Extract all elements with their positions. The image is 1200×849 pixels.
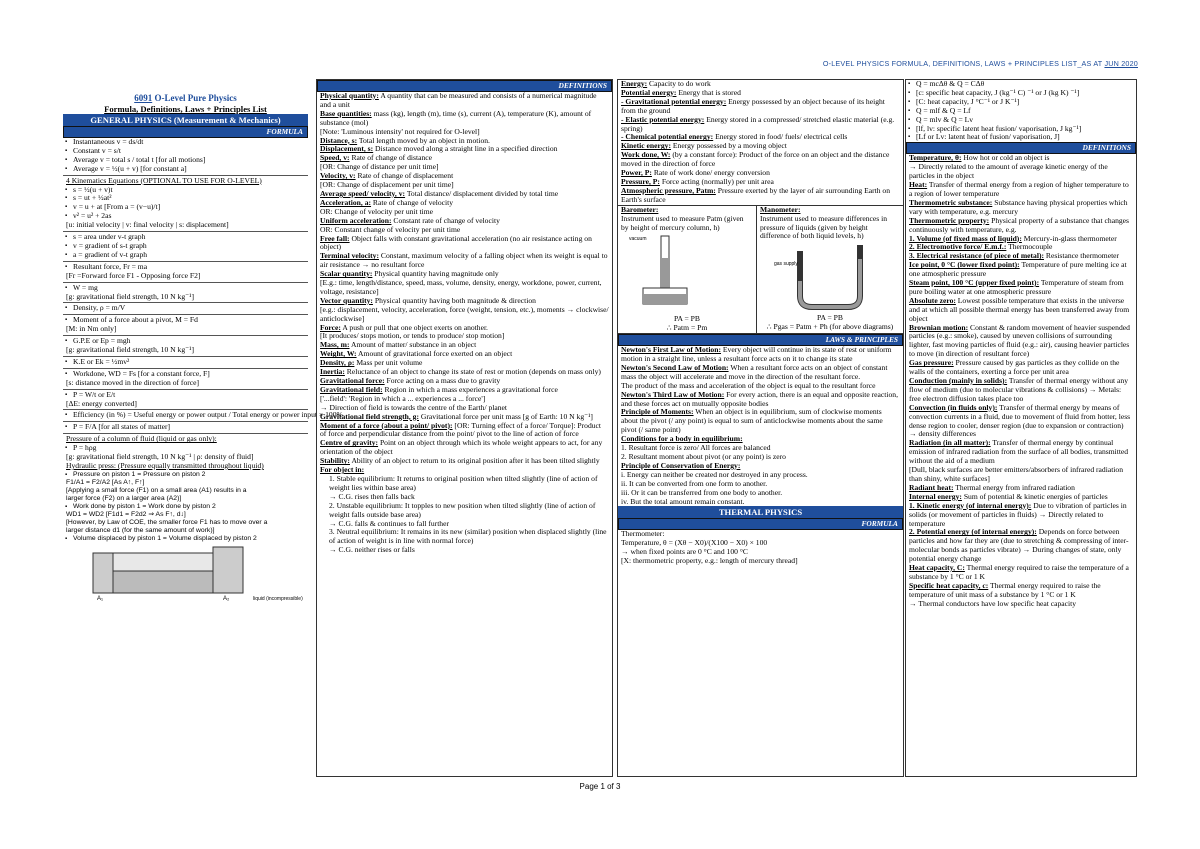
formula-line: ▪ [lf, lv: specific latent heat fusion/ vaporisation, J kg⁻¹] bbox=[906, 125, 1136, 134]
definition-item: Gas pressure: Pressure caused by gas particles as they collide on the walls of the containers, exerting a force per unit area bbox=[909, 358, 1120, 377]
formula-line: ▪ Q = mlv & Q = Lv bbox=[906, 116, 1136, 125]
definition-item: Velocity, v: Rate of change of displacement bbox=[320, 171, 454, 181]
vacuum-label: vacuum bbox=[629, 236, 647, 243]
barometer-heading: Barometer: bbox=[621, 204, 659, 214]
formula-line: [s: distance moved in the direction of force] bbox=[66, 377, 200, 387]
definition-item: Atmospheric pressure, Patm: Pressure exerted by the layer of air surrounding Earth on Earth's surface bbox=[621, 185, 891, 204]
law-item: Newton's First Law of Motion: Every object will continue in its state of rest or uniform motion in a straight line, unless a resultant force acts on it to change its state bbox=[621, 345, 892, 364]
definition-item: Thermometric property: Physical property of a substance that changes continuously with temperature, e.g. bbox=[909, 215, 1130, 234]
formula-line: [X: thermometric property, e.g.: length of mercury thread] bbox=[621, 556, 798, 566]
definition-item: Acceleration, a: Rate of change of velocity bbox=[320, 197, 454, 207]
definition-item: Convection (in fluids only): Transfer of thermal energy by means of convection currents in a fluid, due to movement of fluid from hotter, less dense region to cooler, denser region (due to expansion or contraction) → density differences bbox=[909, 402, 1131, 439]
law-item: iii. Or it can be transferred from one body to another. bbox=[621, 487, 783, 497]
formula-line: Temperature, θ = (Xθ − X0)/(X100 − X0) × 100 bbox=[621, 538, 768, 548]
section-thermal-physics: THERMAL PHYSICS bbox=[618, 506, 903, 518]
manometer-text: Instrument used to measure differences in pressure of liquids (given by height difference of both liquid levels, h) bbox=[760, 213, 888, 241]
equilibrium-item: 3. Neutral equilibrium: It remains in its new (similar) position when displaced slightly (line of action of weight is in line with normal force) bbox=[329, 527, 607, 546]
formula-line: [However, by Law of COE, the smaller force F1 has to move over a bbox=[66, 518, 268, 526]
barometer-box bbox=[618, 206, 757, 333]
definition-item: Density, ρ: Mass per unit volume bbox=[320, 358, 423, 368]
definition-item: Moment of a force (about a point/ pivot): [OR: Turning effect of a force/ Torque]: Product of force and perpendicular distance from the point/ pivot to the line of action of force bbox=[320, 420, 602, 439]
thermal-definitions-list bbox=[906, 154, 1136, 608]
manometer-eq1: PA = PB bbox=[817, 313, 843, 323]
formula-line: WD1 = WD2 [F1d1 = F2d2 ⇒ As F↑, d↓] bbox=[66, 510, 186, 518]
course-code: 6091 bbox=[134, 93, 153, 103]
laws-tag: LAWS & PRINCIPLES bbox=[618, 334, 903, 346]
definition-item: Mass, m: Amount of matter/ substance in an object bbox=[320, 340, 477, 350]
definition-item: [Note: 'Luminous intensity' not required for O-level] bbox=[320, 126, 480, 136]
formula-line: ▪ Pressure on piston 1 = Pressure on piston 2 bbox=[63, 471, 308, 479]
definition-item: [OR: Change of distance per unit time] bbox=[320, 162, 439, 172]
formula-line: ▪ Workdone, WD = Fs [for a constant force, F] bbox=[63, 370, 308, 379]
formula-line: [u: initial velocity | v: final velocity | s: displacement] bbox=[66, 220, 229, 230]
law-item: Principle of Conservation of Energy: bbox=[621, 460, 741, 470]
definition-item: Vector quantity: Physical quantity having both magnitude & direction bbox=[320, 295, 536, 305]
formula-line: ▪ Average v = total s / total t [for all motions] bbox=[63, 156, 308, 165]
formula-line: ▪ Volume displaced by piston 1 = Volume displaced by piston 2 bbox=[63, 535, 308, 543]
definition-item: Terminal velocity: Constant, maximum velocity of a falling object when its weight is equal to air resistance → no resultant force bbox=[320, 251, 608, 270]
manometer-heading: Manometer: bbox=[760, 204, 801, 214]
formula-line: → when fixed points are 0 °C and 100 °C bbox=[621, 547, 748, 557]
definition-item: → Direction of field is towards the centre of the Earth/ planet bbox=[320, 402, 508, 412]
page-title bbox=[63, 93, 308, 104]
definition-item: Power, P: Rate of work done/ energy conversion bbox=[621, 168, 770, 178]
definition-item: OR: Change of velocity per unit time bbox=[320, 206, 434, 216]
formula-line: F1/A1 = F2/A2 [As A↑, F↑] bbox=[66, 478, 145, 486]
equilibrium-item: → C.G. falls & continues to fall further bbox=[329, 518, 449, 528]
formula-line: ▪ Constant v = s/t bbox=[63, 147, 308, 156]
definition-item: Gravitational field strength, g: Gravitational force per unit mass [g of Earth: 10 N kg⁻¹] bbox=[320, 411, 593, 421]
barometer-diagram bbox=[621, 232, 741, 312]
section-general-physics: GENERAL PHYSICS (Measurement & Mechanics) bbox=[63, 114, 308, 126]
header-text: O-LEVEL PHYSICS FORMULA, DEFINITIONS, LAWS + PRINCIPLES LIST_AS AT bbox=[822, 59, 1105, 68]
definition-item: Conduction (mainly in solids): Transfer of thermal energy without any flow of medium (due to molecular vibrations & collisions) → Metals: free electron diffusion takes place too bbox=[909, 376, 1129, 403]
definition-item: Base quantities: mass (kg), length (m), time (s), current (A), temperature (K), amount of substance (mol) bbox=[320, 108, 592, 127]
definition-item: Inertia: Reluctance of an object to change its state of rest or motion (depends on mass only) bbox=[320, 367, 601, 377]
definition-item: Speed, v: Rate of change of distance bbox=[320, 153, 432, 163]
formula-line: ▪ P = hρg bbox=[63, 444, 308, 453]
definition-item: Temperature, θ: How hot or cold an object is bbox=[909, 153, 1050, 163]
manometer-diagram bbox=[760, 241, 900, 311]
formula-line: ▪ v = u + at [From a = (v−u)/t] bbox=[63, 203, 308, 212]
formula-line: ▪ P = F/A [for all states of matter] bbox=[63, 423, 308, 432]
law-item: The product of the mass and acceleration of the object is equal to the resultant force bbox=[621, 380, 876, 390]
formula-line: ▪ Resultant force, Fr = ma bbox=[63, 263, 308, 272]
definition-item: Uniform acceleration: Constant rate of change of velocity bbox=[320, 215, 500, 225]
definition-item: Distance, s: Total length moved by an object in motion. bbox=[320, 135, 490, 145]
law-item: i. Energy can neither be created nor destroyed in any process. bbox=[621, 469, 808, 479]
formula-line: ▪ s = ½(u + v)t bbox=[63, 186, 308, 195]
definition-item: 3. Electrical resistance (of piece of metal): Resistance thermometer bbox=[909, 251, 1120, 261]
gas-supply-label: gas supply bbox=[774, 261, 798, 268]
law-item: Conditions for a body in equilibrium: bbox=[621, 434, 743, 444]
definition-item: Force: A push or pull that one object exerts on another. bbox=[320, 322, 488, 332]
formula-line: ▪ Q = mcΔθ & Q = CΔθ bbox=[906, 80, 1136, 89]
definition-item: Displacement, s: Distance moved along a straight line in a specified direction bbox=[320, 144, 558, 154]
equilibrium-list bbox=[317, 475, 612, 555]
formula-line: larger force (F2) on a larger area (A2)] bbox=[66, 494, 182, 502]
barometer-text: Instrument used to measure Patm (given by height of mercury column, h) bbox=[621, 213, 744, 232]
equilibrium-item: → C.G. neither rises or falls bbox=[329, 545, 415, 555]
definition-item: [It produces/ stops motion, or tends to produce/ stop motion] bbox=[320, 331, 505, 341]
definition-item: Scalar quantity: Physical quantity having magnitude only bbox=[320, 269, 499, 279]
energy-definitions bbox=[618, 80, 903, 205]
definition-item: Energy: Capacity to do work bbox=[621, 79, 711, 88]
formula-line: ▪ Instantaneous v = ds/dt bbox=[63, 138, 308, 147]
formula-line: [Applying a small force (F1) on a small area (A1) results in a bbox=[66, 486, 247, 494]
formula-line: ▪ [Lf or Lv: latent heat of fusion/ vaporisation, J] bbox=[906, 133, 1136, 142]
definition-item: Specific heat capacity, c: Thermal energy required to raise the temperature of unit mass of a substance by 1 °C or 1 K bbox=[909, 580, 1101, 599]
formula-line: Pressure of a column of fluid (liquid or gas only): bbox=[66, 434, 217, 444]
formula-line: larger distance d1 (for the same amount of work)] bbox=[66, 526, 215, 534]
definitions-list bbox=[317, 92, 612, 475]
formula-line: ▪ P = W/t or E/t bbox=[63, 391, 308, 400]
equilibrium-item: → C.G. rises then falls back bbox=[329, 491, 415, 501]
manometer-eq2: ∴ Pgas = Patm + Ph (for above diagrams) bbox=[766, 322, 894, 332]
column-4 bbox=[905, 79, 1137, 777]
laws-list bbox=[618, 346, 903, 506]
definition-item: Brownian motion: Constant & random movement of heavier suspended particles (e.g.: smoke), caused by uneven collisions of surrounding lighter, fast moving particles of fluid (e.g.: air), causing heavier particles to move (in direction of resultant force) bbox=[909, 322, 1130, 359]
formula-line: ▪ W = mg bbox=[63, 284, 308, 293]
formula-line: ▪ Q = mlf & Q = Lf bbox=[906, 107, 1136, 116]
formula-line: ▪ Density, ρ = m/V bbox=[63, 304, 308, 313]
liquid-label: liquid (incompressible) bbox=[253, 595, 303, 602]
law-item: Newton's Second Law of Motion: When a resultant force acts on an object of constant mass the object will accelerate and move in the direction of the resultant force. bbox=[621, 362, 888, 381]
equilibrium-item: 2. Unstable equilibrium: It topples to new position when tilted slightly (line of action of weight falls outside base area) bbox=[329, 500, 596, 519]
definition-item: - Elastic potential energy: Energy stored in a compressed/ stretched elastic material (e.g. spring) bbox=[621, 114, 895, 133]
formula-line: [Fr =Forward force F1 - Opposing force F2] bbox=[66, 270, 201, 280]
formula-line: ▪ Work done by piston 1 = Work done by piston 2 bbox=[63, 503, 308, 511]
formula-line: ▪ K.E or Ek = ½mv² bbox=[63, 358, 308, 367]
formula-line: [g: gravitational field strength, 10 N kg⁻¹] bbox=[66, 345, 194, 355]
a2-label: A₂ bbox=[223, 595, 230, 602]
definition-item: 1. Kinetic energy (of internal energy): Due to vibration of particles in solids (or movement of particles in fluids) → Directly related to temperature bbox=[909, 500, 1127, 528]
definition-item: → Directly related to the amount of average kinetic energy of the particles in the object bbox=[909, 162, 1108, 181]
definition-item: Ice point, 0 °C (lower fixed point): Temperature of pure melting ice at one atmospheric pressure bbox=[909, 260, 1127, 279]
definition-item: Potential energy: Energy that is stored bbox=[621, 87, 741, 97]
thermal-formula-list bbox=[618, 530, 903, 566]
definition-item: Heat: Transfer of thermal energy from a region of higher temperature to a region of lower temperature bbox=[909, 180, 1129, 198]
definition-item: Steam point, 100 °C (upper fixed point): Temperature of steam from pure boiling water at one atmospheric pressure bbox=[909, 278, 1124, 296]
title-text: O-Level Pure Physics bbox=[152, 93, 237, 103]
formula-line: 4 Kinematics Equations (OPTIONAL TO USE FOR O-LEVEL) bbox=[66, 175, 262, 185]
formula-tag: FORMULA bbox=[63, 126, 308, 138]
definition-item: ['...field': 'Region in which a ... experiences a ... force'] bbox=[320, 393, 486, 403]
definition-item: Pressure, P: Force acting (normally) per unit area bbox=[621, 176, 774, 186]
definition-item: Kinetic energy: Energy possessed by a moving object bbox=[621, 141, 787, 151]
definition-item: For object in: bbox=[320, 465, 365, 475]
formula-line: ▪ s = area under v-t graph bbox=[63, 233, 308, 242]
column-3 bbox=[617, 79, 904, 777]
column-2 bbox=[316, 79, 613, 777]
formula-tag-2: FORMULA bbox=[618, 518, 903, 530]
definition-item: Gravitational force: Force acting on a mass due to gravity bbox=[320, 376, 501, 385]
definition-item: Radiation (in all matter): Transfer of thermal energy by continual emission of infrared radiation from the surface of all bodies, transmitted without the aid of a medium bbox=[909, 438, 1129, 466]
a1-label: A₁ bbox=[97, 595, 104, 602]
formula-line: ▪ [C: heat capacity, J °C⁻¹ or J K⁻¹] bbox=[906, 98, 1136, 107]
definition-item: Work done, W: (by a constant force): Product of the force on an object and the distance moved in the direction of force bbox=[621, 150, 890, 169]
hydraulic-press-diagram bbox=[63, 543, 308, 603]
barometer-eq1: PA = PB bbox=[674, 314, 700, 324]
definition-item: OR: Constant change of velocity per unit time bbox=[320, 224, 461, 234]
definition-item: - Gravitational potential energy: Energy possessed by an object because of its height from the ground bbox=[621, 96, 885, 115]
divider bbox=[63, 282, 308, 283]
definitions-tag-2: DEFINITIONS bbox=[906, 142, 1136, 154]
formula-line: ▪ Average v = ½(u + v) [for constant a] bbox=[63, 165, 308, 174]
definition-item: Radiant heat: Thermal energy from infrared radiation bbox=[909, 482, 1075, 492]
definition-item: Free fall: Object falls with constant gravitational acceleration (no air resistance acting on object) bbox=[320, 233, 592, 252]
formula-line: ▪ [c: specific heat capacity, J (kg⁻¹ C) ⁻¹ or J (kg K) ⁻¹] bbox=[906, 89, 1136, 98]
formula-line: ▪ s = ut + ½at² bbox=[63, 194, 308, 203]
definition-item: 1. Volume (of fixed mass of liquid): Mercury-in-glass thermometer bbox=[909, 233, 1117, 243]
definition-item: 2. Potential energy (of internal energy): Depends on force between particles and how far they are (due to stretching & compressing of inter-molecular bonds as particles vibrate) → During changes of state, only potential energy change bbox=[909, 527, 1129, 564]
definitions-tag: DEFINITIONS bbox=[317, 80, 612, 92]
manometer-box bbox=[757, 206, 903, 333]
definition-item: 2. Electromotive force/ E.m.f.: Thermocouple bbox=[909, 242, 1053, 252]
definition-item: Physical quantity: A quantity that can be measured and consists of a numerical magnitude and a unit bbox=[320, 91, 597, 109]
formula-line: ▪ v² = u² + 2as bbox=[63, 212, 308, 221]
definition-item: Gravitational field: Region in which a mass experiences a gravitational force bbox=[320, 384, 558, 394]
header-date: JUN 2020 bbox=[1104, 59, 1138, 68]
definition-item: Heat capacity, C: Thermal energy required to raise the temperature of a substance by 1 °C or 1 K bbox=[909, 563, 1129, 581]
law-item: iv. But the total amount remain constant. bbox=[621, 496, 745, 506]
formula-line: ▪ Moment of a force about a pivot, M = Fd bbox=[63, 316, 308, 325]
definition-item: - Chemical potential energy: Energy stored in food/ fuels/ electrical cells bbox=[621, 132, 848, 142]
formula-line: [M: in Nm only] bbox=[66, 324, 117, 334]
formula-line: ▪ Efficiency (in %) = Useful energy or power output / Total energy or power input × 100% bbox=[63, 411, 308, 420]
definition-item: Internal energy: Sum of potential & kinetic energies of particles bbox=[909, 491, 1108, 501]
definition-item: Thermometric substance: Substance having physical properties which vary with temperature, e.g. mercury bbox=[909, 197, 1128, 216]
law-item: ii. It can be converted from one form to another. bbox=[621, 478, 768, 488]
formula-line: [g: gravitational field strength, 10 N kg⁻¹ | ρ: density of fluid] bbox=[66, 452, 254, 462]
page-subtitle: Formula, Definitions, Laws + Principles List bbox=[104, 104, 267, 114]
barometer-eq2: ∴ Patm = Pm bbox=[666, 323, 708, 333]
instrument-boxes bbox=[618, 205, 903, 334]
formula-line: ▪ a = gradient of v-t graph bbox=[63, 251, 308, 260]
page-number: Page 1 of 3 bbox=[579, 782, 621, 791]
law-item: 2. Resultant moment about pivot (or any point) is zero bbox=[621, 452, 786, 461]
law-item: Newton's Third Law of Motion: For every action, there is an equal and opposite reaction, and these forces act on mutually opposite bodies bbox=[621, 389, 898, 408]
definition-item: Stability: Ability of an object to return to its original position after it has been tilted slightly bbox=[320, 456, 600, 466]
definition-item: Average speed/ velocity, v: Total distance/ displacement divided by total time bbox=[320, 188, 559, 198]
definition-item: Absolute zero: Lowest possible temperature that exists in the universe and at which all possible thermal energy has been transferred away from object bbox=[909, 295, 1130, 323]
law-item: 1. Resultant force is zero/ All forces are balanced bbox=[621, 443, 771, 453]
definition-item: [OR: Change of displacement per unit time] bbox=[320, 180, 454, 190]
definition-item: Weight, W: Amount of gravitational force exerted on an object bbox=[320, 349, 513, 359]
definition-item: Centre of gravity: Point on an object through which its whole weight appears to act, for any orientation of the object bbox=[320, 438, 603, 457]
definition-item: [Dull, black surfaces are better emitters/absorbers of infrared radiation than shiny, white surfaces] bbox=[909, 465, 1124, 483]
formula-line: ▪ v = gradient of s-t graph bbox=[63, 242, 308, 251]
formula-line: ▪ G.P.E or Ep = mgh bbox=[63, 337, 308, 346]
page-header bbox=[823, 59, 1138, 68]
formula-line: [ΔE: energy converted] bbox=[66, 398, 137, 408]
definition-item: → Thermal conductors have low specific heat capacity bbox=[909, 598, 1077, 608]
heat-formula-list bbox=[906, 80, 1136, 142]
formula-line: Hydraulic press: (Pressure equally transmitted throughout liquid) bbox=[66, 461, 264, 470]
definition-item: [E.g.: time, length/distance, speed, mass, volume, density, energy, workdone, power, current, voltage, resistance] bbox=[320, 278, 602, 296]
equilibrium-item: 1. Stable equilibrium: It returns to original position when tilted slightly (line of action of weight lies within base area) bbox=[329, 473, 598, 492]
formula-line: [g: gravitational field strength, 10 N kg⁻¹] bbox=[66, 291, 194, 301]
definition-item: [e.g.: displacement, velocity, acceleration, force (weight, tension, etc.), moments → clockwise/ anticlockwise] bbox=[320, 304, 609, 323]
formula-line: Thermometer: bbox=[621, 529, 665, 539]
law-item: Principle of Moments: When an object is in equilibrium, sum of clockwise moments about the pivot (/ any point) is equal to sum of anticlockwise moments about the same pivot (/ same point) bbox=[621, 407, 883, 435]
